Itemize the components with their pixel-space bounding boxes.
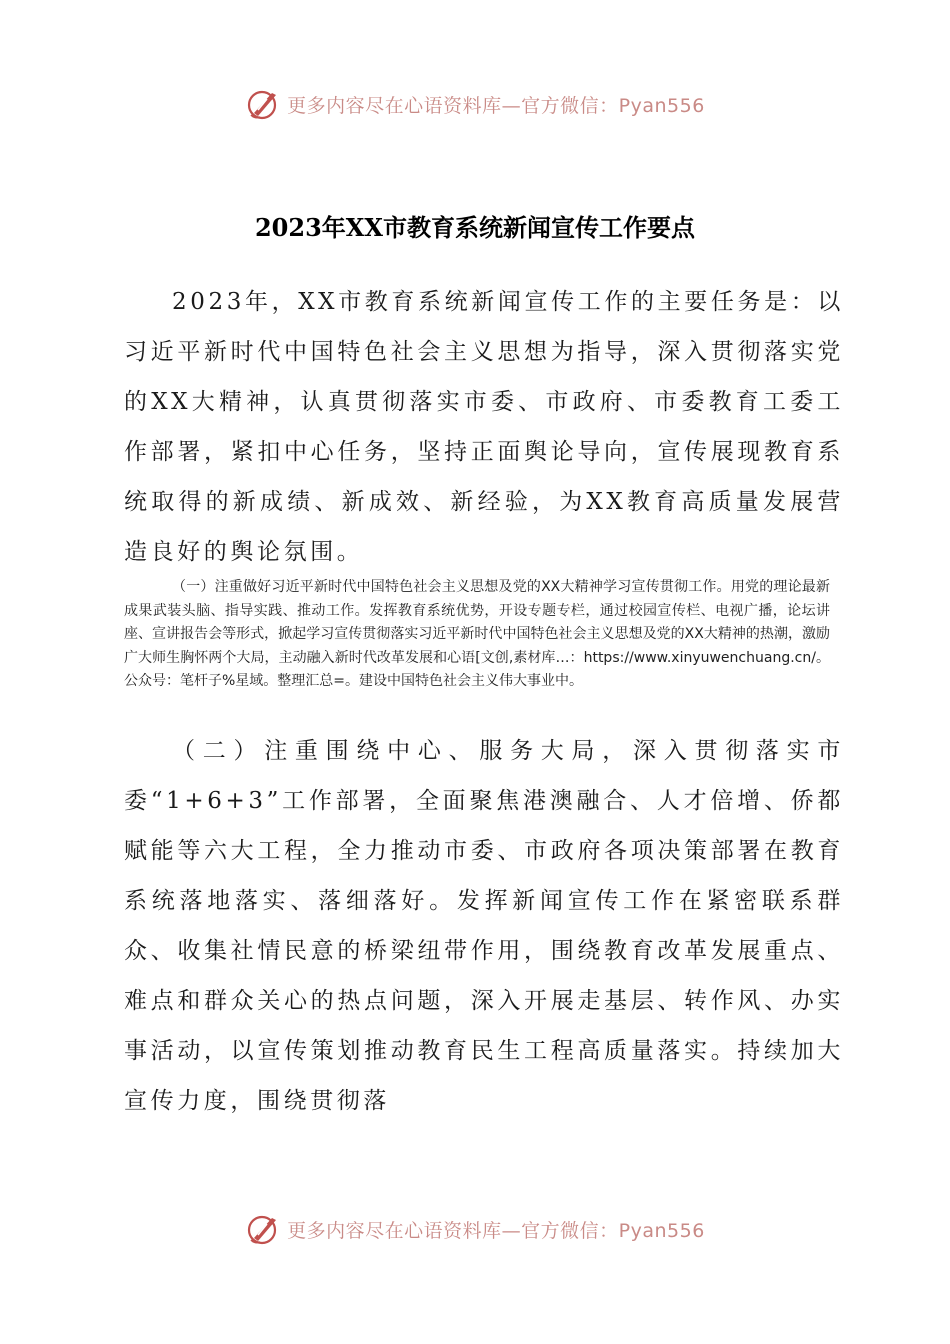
- pen-logo-icon: [245, 1211, 281, 1247]
- watermark-text: 更多内容尽在心语资料库—官方微信：Pyan556: [287, 94, 705, 117]
- header-watermark: [0, 82, 950, 126]
- section-2-paragraph: （二）注重围绕中心、服务大局，深入贯彻落实市委“1+6+3”工作部署，全面聚焦港澳融合、人才倍增、侨都赋能等六大工程，全力推动市委、市政府各项决策部署在教育系统落地落实、落细落好。发挥新闻宣传工作在紧密联系群众、收集社情民意的桥梁纽带作用，围绕教育改革发展重点、难点和群众关心的热点问题，深入开展走基层、转作风、办实事活动，以宣传策划推动教育民生工程高质量落实。持续加大宣传力度，围绕贯彻落: [124, 738, 844, 1114]
- intro-paragraph: 2023年，XX市教育系统新闻宣传工作的主要任务是：以习近平新时代中国特色社会主义思想为指导，深入贯彻落实党的XX大精神，认真贯彻落实市委、市政府、市委教育工委工作部署，紧扣中心任务，坚持正面舆论导向，宣传展现教育系统取得的新成绩、新成效、新经验，为XX教育高质量发展营造良好的舆论氛围。: [124, 289, 844, 565]
- section-1-paragraph: （一）注重做好习近平新时代中国特色社会主义思想及党的XX大精神学习宣传贯彻工作。用党的理论最新成果武装头脑、指导实践、推动工作。发挥教育系统优势，开设专题专栏，通过校园宣传栏、电视广播，论坛讲座、宣讲报告会等形式，掀起学习宣传贯彻落实习近平新时代中国特色社会主义思想及党的XX大精神的热潮，激励广大师生胸怀两个大局，主动融入新时代改革发展和心语[文创,素材库…：https://www.xinyuwenchuang.cn/。公众号：笔杆子%星域。整理汇总=。建设中国特色社会主义伟大事业中。: [124, 579, 830, 689]
- watermark-text: 更多内容尽在心语资料库—官方微信：Pyan556: [287, 1219, 705, 1242]
- footer-watermark: [0, 1207, 950, 1251]
- pen-logo-icon: [245, 86, 281, 122]
- document-title: 2023年XX市教育系统新闻宣传工作要点: [254, 213, 696, 242]
